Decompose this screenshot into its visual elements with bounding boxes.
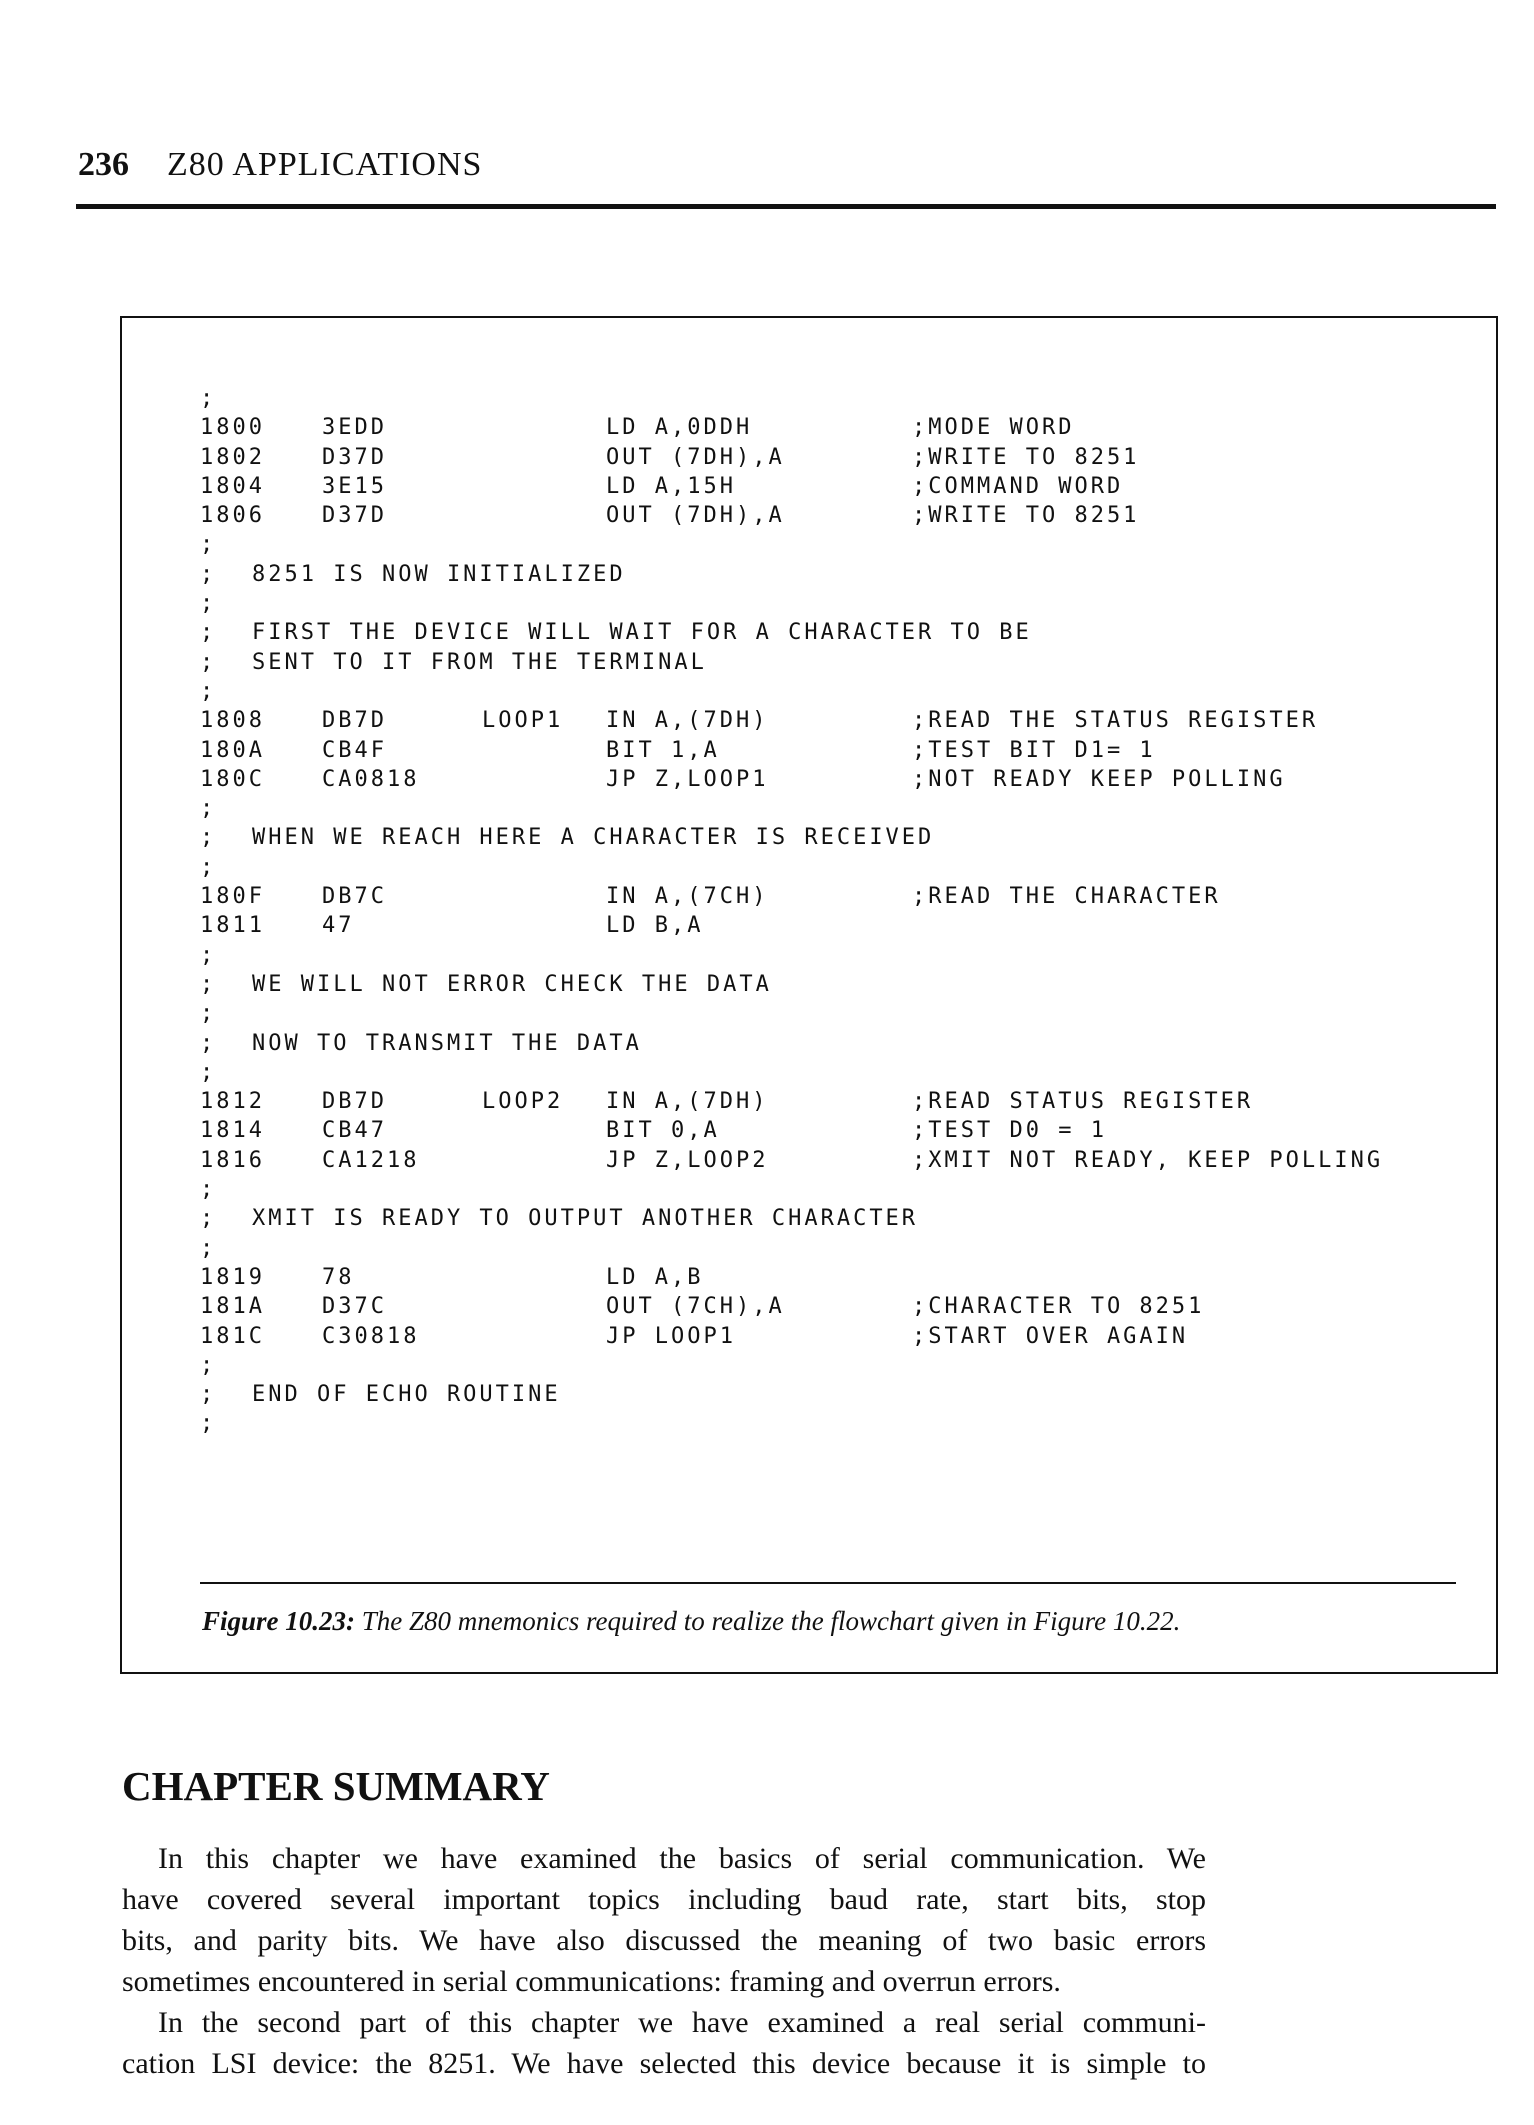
listing-blank-comment [200,386,1490,415]
listing-semicolon: ; [200,1382,217,1408]
figure-caption-text: The Z80 mnemonics required to realize the flowchart given in Figure 10.22. [355,1606,1181,1636]
listing-semicolon: ; [200,942,217,968]
listing-comment-line [200,1206,1490,1235]
listing-blank-comment [200,796,1490,825]
listing-semicolon: ; [200,1411,217,1437]
listing-address: 180F [200,884,265,910]
listing-blank-comment [200,1060,1490,1089]
listing-machine-code: DB7D [322,1089,387,1115]
listing-address: 1802 [200,444,265,470]
listing-code-line [200,1118,1490,1147]
listing-address: 1814 [200,1118,265,1144]
listing-code-line [200,445,1490,474]
listing-machine-code: 47 [322,913,355,939]
listing-comment-text: XMIT IS READY TO OUTPUT ANOTHER CHARACTER [252,1206,919,1232]
listing-semicolon: ; [200,591,217,617]
listing-comment-text: SENT TO IT FROM THE TERMINAL [252,649,707,675]
listing-machine-code: C30818 [322,1323,420,1349]
listing-code-line [200,1265,1490,1294]
listing-code-line [200,767,1490,796]
figure-caption [202,1606,1180,1637]
summary-line: In the second part of this chapter we have examined a real serial communi- [158,2006,1206,2039]
listing-machine-code: CA0818 [322,766,420,792]
listing-comment: ;XMIT NOT READY, KEEP POLLING [912,1147,1384,1173]
listing-blank-comment [200,855,1490,884]
figure-10-23 [120,316,1498,1674]
listing-machine-code: D37D [322,503,387,529]
listing-machine-code: CB4F [322,737,387,763]
listing-semicolon: ; [200,1001,217,1027]
listing-comment: ;MODE WORD [912,415,1075,441]
listing-code-line [200,738,1490,767]
assembly-listing [200,386,1490,1441]
listing-comment: ;READ STATUS REGISTER [912,1089,1254,1115]
listing-comment: ;WRITE TO 8251 [912,444,1140,470]
listing-instruction: IN A,(7DH) [606,708,769,734]
listing-label: LOOP2 [482,1089,564,1115]
listing-semicolon: ; [200,532,217,558]
listing-machine-code: DB7D [322,708,387,734]
listing-comment: ;START OVER AGAIN [912,1323,1189,1349]
listing-address: 1808 [200,708,265,734]
summary-text [122,1838,1206,2084]
listing-machine-code: D37D [322,444,387,470]
listing-blank-comment [200,532,1490,561]
listing-comment: ;TEST D0 = 1 [912,1118,1107,1144]
summary-line: have covered several important topics including baud rate, start bits, stop [122,1883,1206,1916]
summary-line: cation LSI device: the 8251. We have selected this device because it is simple to [122,2047,1206,2080]
listing-address: 180C [200,766,265,792]
listing-instruction: OUT (7CH),A [606,1294,785,1320]
listing-semicolon: ; [200,386,217,411]
listing-semicolon: ; [200,1030,217,1056]
listing-address: 1812 [200,1089,265,1115]
listing-semicolon: ; [200,1177,217,1203]
listing-machine-code: DB7C [322,884,387,910]
listing-address: 1800 [200,415,265,441]
listing-semicolon: ; [200,1352,217,1378]
page-number: 236 [78,146,129,183]
listing-semicolon: ; [200,825,217,851]
listing-address: 181A [200,1294,265,1320]
listing-code-line [200,708,1490,737]
listing-blank-comment [200,943,1490,972]
listing-comment: ;NOT READY KEEP POLLING [912,766,1286,792]
listing-semicolon: ; [200,649,217,675]
listing-address: 1806 [200,503,265,529]
listing-machine-code: CA1218 [322,1147,420,1173]
listing-code-line [200,1294,1490,1323]
listing-blank-comment [200,1236,1490,1265]
listing-code-line [200,1089,1490,1118]
running-head [78,146,482,184]
listing-code-line [200,1324,1490,1353]
listing-semicolon: ; [200,854,217,880]
listing-instruction: IN A,(7CH) [606,884,769,910]
listing-comment-text: WE WILL NOT ERROR CHECK THE DATA [252,971,772,997]
listing-label: LOOP1 [482,708,564,734]
chapter-title: Z80 APPLICATIONS [167,146,483,183]
listing-address: 1804 [200,473,265,499]
listing-comment-line [200,562,1490,591]
listing-semicolon: ; [200,1206,217,1232]
listing-instruction: LD A,B [606,1264,704,1290]
listing-instruction: JP LOOP1 [606,1323,736,1349]
listing-blank-comment [200,679,1490,708]
listing-semicolon: ; [200,1235,217,1261]
listing-instruction: LD A,15H [606,473,736,499]
summary-line: bits, and parity bits. We have also discussed the meaning of two basic errors [122,1924,1206,1957]
listing-comment-line [200,1031,1490,1060]
listing-code-line [200,503,1490,532]
listing-comment-line [200,620,1490,649]
listing-comment-text: FIRST THE DEVICE WILL WAIT FOR A CHARACTER TO BE [252,620,1032,646]
listing-comment-text: 8251 IS NOW INITIALIZED [252,561,626,587]
listing-blank-comment [200,1353,1490,1382]
listing-address: 1819 [200,1264,265,1290]
summary-line: sometimes encountered in serial communications: framing and overrun errors. [122,1965,1061,1998]
listing-comment: ;CHARACTER TO 8251 [912,1294,1205,1320]
listing-semicolon: ; [200,796,217,822]
listing-machine-code: 78 [322,1264,355,1290]
listing-comment: ;COMMAND WORD [912,473,1124,499]
listing-comment-line [200,650,1490,679]
listing-semicolon: ; [200,620,217,646]
listing-address: 1816 [200,1147,265,1173]
listing-instruction: BIT 1,A [606,737,720,763]
listing-comment-line [200,825,1490,854]
listing-instruction: OUT (7DH),A [606,444,785,470]
listing-blank-comment [200,1177,1490,1206]
listing-machine-code: CB47 [322,1118,387,1144]
listing-code-line [200,474,1490,503]
listing-instruction: IN A,(7DH) [606,1089,769,1115]
listing-semicolon: ; [200,1059,217,1085]
listing-semicolon: ; [200,678,217,704]
listing-address: 180A [200,737,265,763]
listing-machine-code: D37C [322,1294,387,1320]
listing-instruction: OUT (7DH),A [606,503,785,529]
summary-line: In this chapter we have examined the basics of serial communication. We [158,1842,1206,1875]
header-rule [76,204,1496,209]
listing-blank-comment [200,1001,1490,1030]
figure-caption-label: Figure 10.23: [202,1606,356,1636]
listing-instruction: LD B,A [606,913,704,939]
listing-instruction: BIT 0,A [606,1118,720,1144]
listing-code-line [200,1148,1490,1177]
listing-address: 1811 [200,913,265,939]
listing-blank-comment [200,1411,1490,1440]
listing-semicolon: ; [200,561,217,587]
listing-comment-line [200,972,1490,1001]
listing-instruction: JP Z,LOOP2 [606,1147,769,1173]
listing-comment: ;WRITE TO 8251 [912,503,1140,529]
listing-blank-comment [200,591,1490,620]
section-heading: CHAPTER SUMMARY [122,1763,550,1809]
caption-rule [200,1582,1456,1584]
listing-comment-line [200,1382,1490,1411]
listing-code-line [200,913,1490,942]
listing-comment: ;TEST BIT D1= 1 [912,737,1156,763]
listing-machine-code: 3EDD [322,415,387,441]
listing-comment-text: NOW TO TRANSMIT THE DATA [252,1030,642,1056]
listing-machine-code: 3E15 [322,473,387,499]
listing-instruction: LD A,0DDH [606,415,753,441]
listing-comment-text: WHEN WE REACH HERE A CHARACTER IS RECEIVED [252,825,935,851]
listing-address: 181C [200,1323,265,1349]
listing-comment-text: END OF ECHO ROUTINE [252,1382,561,1408]
listing-semicolon: ; [200,971,217,997]
listing-code-line [200,884,1490,913]
listing-code-line [200,415,1490,444]
listing-comment: ;READ THE CHARACTER [912,884,1221,910]
listing-comment: ;READ THE STATUS REGISTER [912,708,1319,734]
listing-instruction: JP Z,LOOP1 [606,766,769,792]
